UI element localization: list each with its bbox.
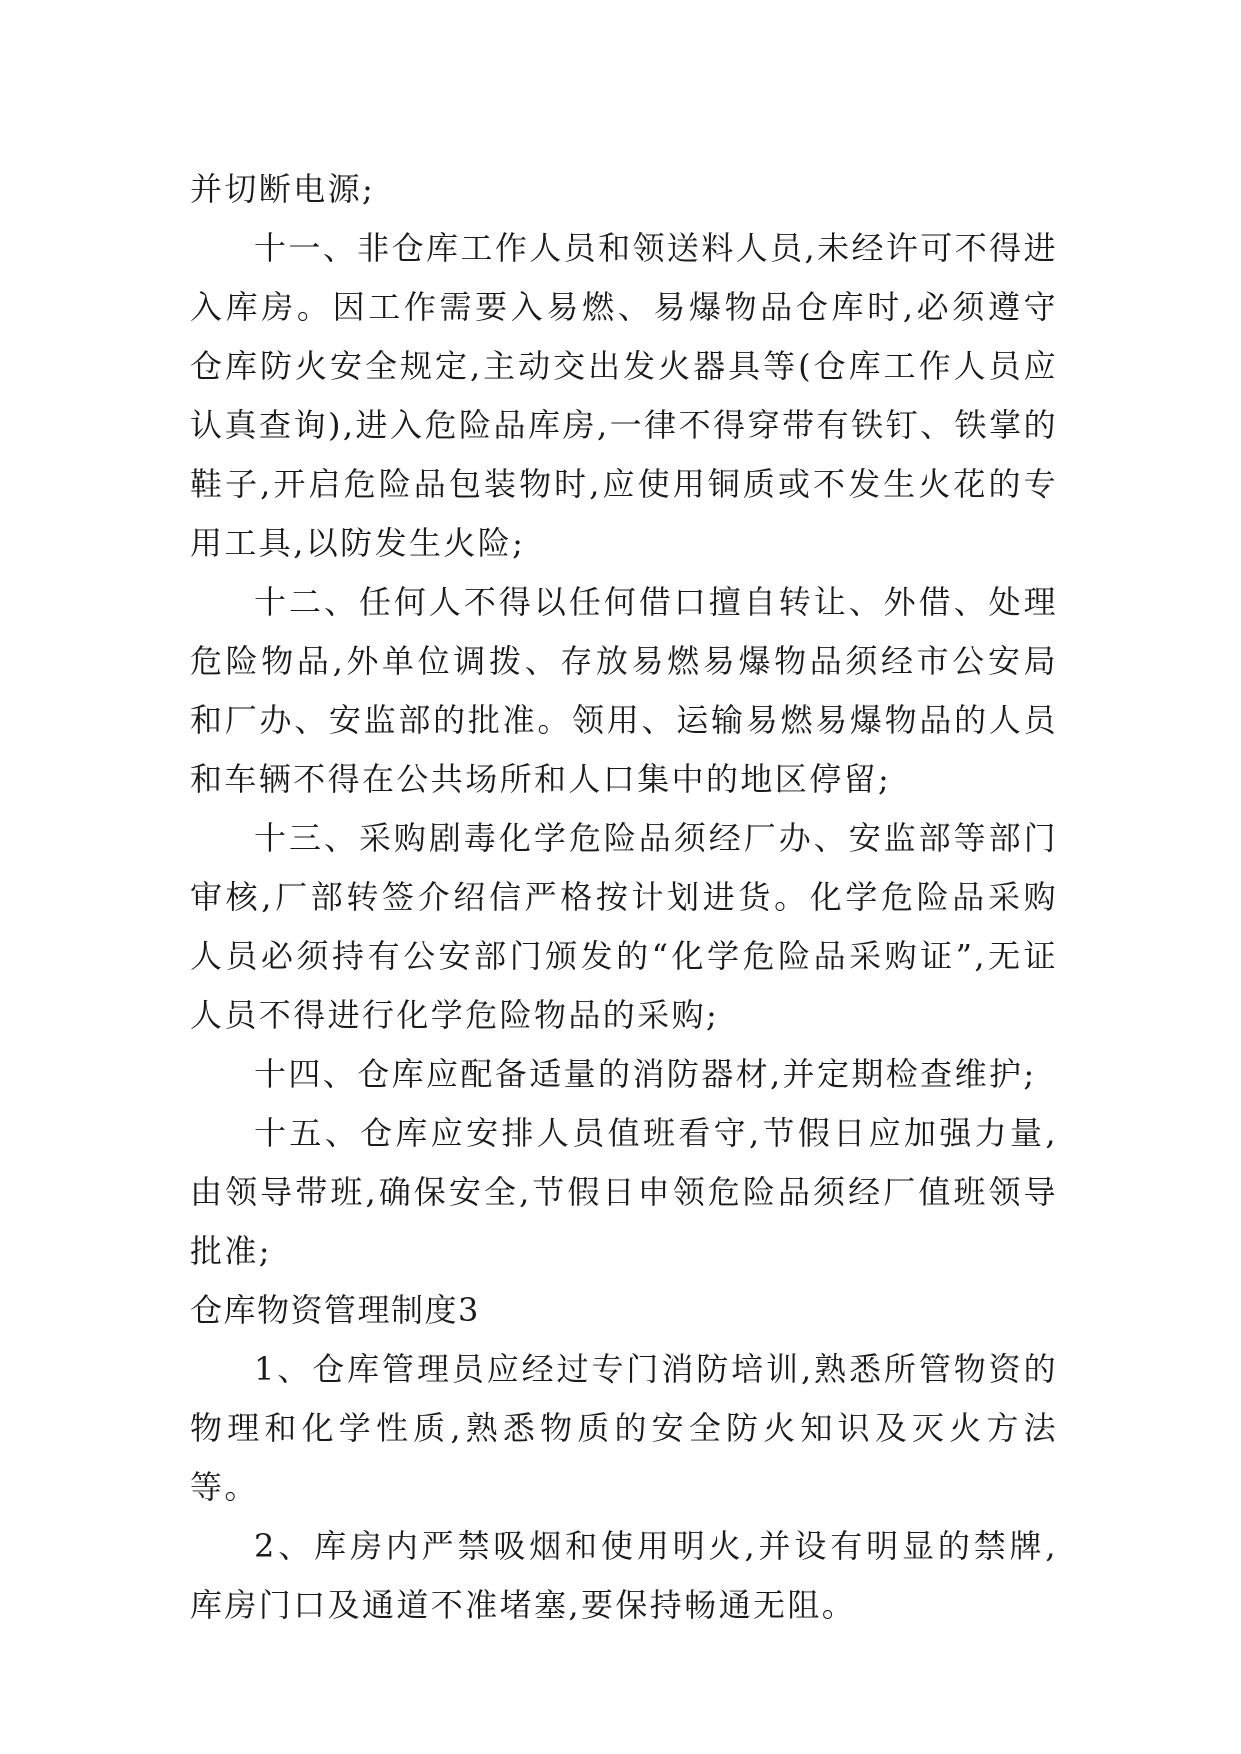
paragraph-item-13: 十三、采购剧毒化学危险品须经厂办、安监部等部门审核,厂部转签介绍信严格按计划进货。化学危险品采购人员必须持有公安部门颁发的“化学危险品采购证”,无证人员不得进行化学危险物品的采购; — [190, 819, 1058, 1034]
paragraph-item-12: 十二、任何人不得以任何借口擅自转让、外借、处理危险物品,外单位调拨、存放易燃易爆物品须经市公安局和厂办、安监部的批准。领用、运输易燃易爆物品的人员和车辆不得在公共场所和人口集中的地区停留; — [190, 583, 1058, 798]
paragraph-item-15: 十五、仓库应安排人员值班看守,节假日应加强力量,由领导带班,确保安全,节假日申领危险品须经厂值班领导批准; — [190, 1114, 1058, 1270]
section-heading: 仓库物资管理制度3 — [190, 1291, 480, 1329]
document-body — [190, 160, 1058, 1635]
paragraph-item-11: 十一、非仓库工作人员和领送料人员,未经许可不得进入库房。因工作需要入易燃、易爆物品仓库时,必须遵守仓库防火安全规定,主动交出发火器具等(仓库工作人员应认真查询),进入危险品库房,一律不得穿带有铁钉、铁掌的鞋子,开启危险品包装物时,应使用铜质或不发生火花的专用工具,以防发生火险; — [190, 229, 1058, 562]
paragraph-continuation: 并切断电源; — [190, 170, 376, 208]
paragraph-rule-2: 2、库房内严禁吸烟和使用明火,并设有明显的禁牌,库房门口及通道不准堵塞,要保持畅通无阻。 — [190, 1527, 1058, 1624]
paragraph-item-14: 十四、仓库应配备适量的消防器材,并定期检查维护; — [254, 1055, 1037, 1093]
paragraph-rule-1: 1、仓库管理员应经过专门消防培训,熟悉所管物资的物理和化学性质,熟悉物质的安全防火知识及灭火方法等。 — [190, 1350, 1058, 1506]
